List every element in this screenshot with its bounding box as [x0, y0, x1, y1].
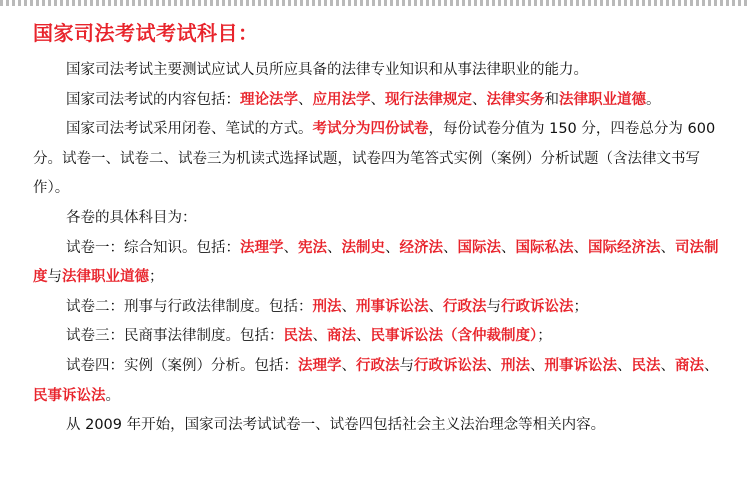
paper3-subject: 民事诉讼法 [370, 328, 443, 345]
paper3-subject: 商法 [327, 328, 356, 345]
paper1-subject: 国际经济法 [588, 239, 661, 256]
separator: 、 [385, 239, 400, 256]
paper4-subject: 行政法 [356, 357, 400, 374]
content-item-ethics: 法律职业道德 [559, 91, 646, 108]
page-title: 国家司法考试考试科目： [33, 21, 259, 45]
separator: 、 [704, 357, 719, 374]
separator: 、 [486, 357, 501, 374]
paper3-line [33, 322, 728, 352]
paper2-line [33, 293, 728, 323]
paper1-prefix: 试卷一：综合知识。包括： [66, 239, 240, 256]
paper4-subject: 法理学 [298, 357, 342, 374]
separator: 、 [530, 357, 545, 374]
paper1-subject: 国际法 [457, 239, 501, 256]
paper4-subject: 商法 [675, 357, 704, 374]
semicolon: ； [573, 298, 588, 315]
paper4-subject: 行政诉讼法 [414, 357, 487, 374]
content-prefix: 国家司法考试的内容包括： [66, 91, 240, 108]
separator: 、 [356, 328, 371, 345]
paragraph-subjects-intro: 各卷的具体科目为： [66, 209, 197, 226]
paper4-subject: 刑事诉讼法 [544, 357, 617, 374]
separator: 、 [283, 239, 298, 256]
format-highlight: 考试分为四份试卷 [312, 121, 429, 138]
conjunction: 与 [486, 298, 501, 315]
paper1-subject: 法理学 [240, 239, 284, 256]
format-prefix: 国家司法考试采用闭卷、笔试的方式。 [66, 121, 313, 138]
period: 。 [105, 387, 120, 404]
separator: 、 [617, 357, 632, 374]
paper4-subject: 民事诉讼法 [33, 387, 106, 404]
paper3-note: （含仲裁制度） [443, 328, 538, 345]
paper1-line [33, 234, 728, 293]
paper2-subject: 行政法 [443, 298, 487, 315]
paragraph-2009-note: 从 2009 年开始，国家司法考试试卷一、试卷四包括社会主义法治理念等相关内容。 [66, 417, 606, 434]
separator: 、 [660, 357, 675, 374]
paper1-subject: 法制史 [341, 239, 385, 256]
semicolon: ； [149, 269, 164, 286]
separator: 、 [428, 298, 443, 315]
paper2-subject: 行政诉讼法 [501, 298, 574, 315]
paper3-prefix: 试卷三：民商事法律制度。包括： [66, 328, 284, 345]
content-item-current-law: 现行法律规定 [385, 91, 472, 108]
paragraph-purpose: 国家司法考试主要测试应试人员所应具备的法律专业知识和从事法律职业的能力。 [66, 62, 588, 78]
paper2-subject: 刑法 [312, 298, 342, 315]
paper2-prefix: 试卷二：刑事与行政法律制度。包括： [66, 298, 313, 315]
separator: 、 [370, 91, 385, 108]
paper1-subject: 宪法 [298, 239, 327, 256]
paper4-subject: 民法 [631, 357, 661, 374]
paper4-subject: 刑法 [501, 357, 530, 374]
conjunction: 与 [399, 357, 414, 374]
separator: 、 [501, 239, 516, 256]
paper1-subject: 国际私法 [515, 239, 574, 256]
separator: 、 [341, 357, 356, 374]
content-item-applied: 应用法学 [312, 91, 371, 108]
separator: 、 [472, 91, 487, 108]
paper1-subject: 司法制度 [33, 239, 719, 286]
paragraph-content [33, 86, 728, 116]
separator: 、 [660, 239, 675, 256]
paper1-subject: 经济法 [399, 239, 443, 256]
paper2-subject: 刑事诉讼法 [356, 298, 429, 315]
separator: 、 [573, 239, 588, 256]
separator: 、 [298, 91, 313, 108]
separator: 、 [443, 239, 458, 256]
separator: 、 [312, 328, 327, 345]
content-area [0, 6, 750, 480]
conjunction: 和 [544, 91, 559, 108]
format-rest: ，每份试卷分值为 150 分，四卷总分为 600 分。试卷一、试卷二、试卷三为机读式选择试题，试卷四为笔答式实例（案例）分析试题（含法律文书写作）。 [33, 121, 716, 197]
separator: 、 [341, 298, 356, 315]
paper3-subject: 民法 [283, 328, 313, 345]
paper4-prefix: 试卷四：实例（案例）分析。包括： [66, 357, 298, 374]
conjunction: 与 [47, 269, 62, 286]
content-item-theory: 理论法学 [240, 91, 298, 108]
content-item-practice: 法律实务 [486, 91, 545, 108]
paper4-line [33, 352, 728, 411]
paper1-subject: 法律职业道德 [62, 269, 149, 286]
period: 。 [646, 91, 661, 108]
separator: 、 [327, 239, 342, 256]
semicolon: ； [537, 328, 552, 345]
paragraph-format [33, 115, 728, 204]
